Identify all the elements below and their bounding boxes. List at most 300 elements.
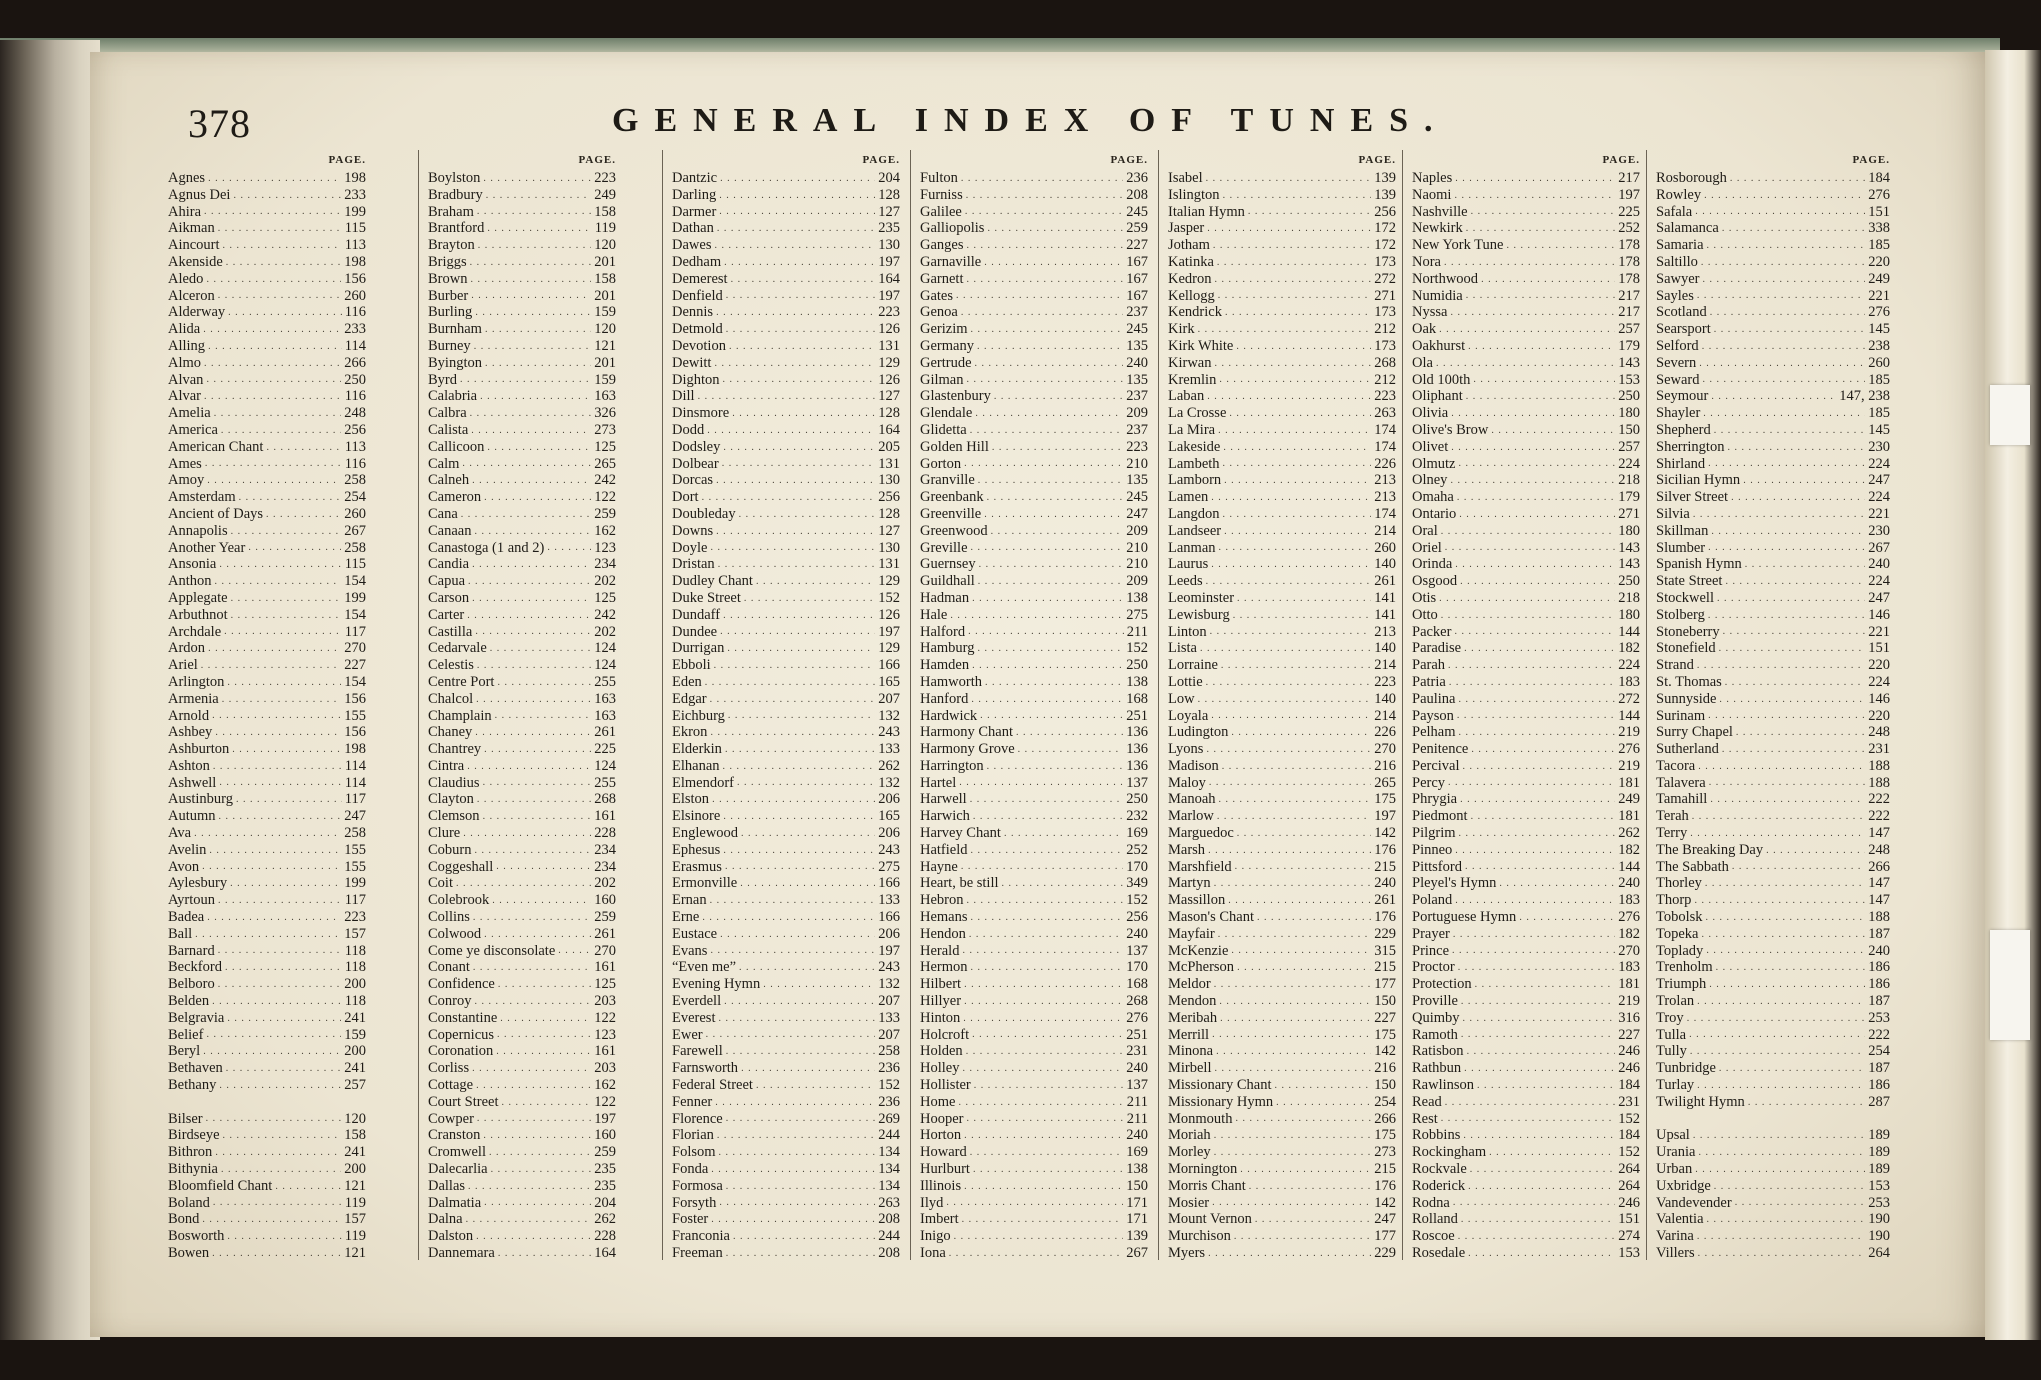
tune-name: Mendon bbox=[1168, 993, 1217, 1010]
dot-leader bbox=[214, 406, 342, 422]
tune-name: Dathan bbox=[672, 220, 714, 237]
list-item bbox=[920, 523, 1148, 540]
dot-leader bbox=[1725, 675, 1865, 691]
tune-name: Harvey Chant bbox=[920, 825, 1001, 842]
page-ref: 198 bbox=[344, 741, 366, 758]
page-ref: 207 bbox=[878, 1026, 900, 1043]
page-ref: 190 bbox=[1868, 1228, 1890, 1245]
list-item bbox=[168, 1010, 366, 1027]
list-item bbox=[672, 640, 900, 657]
dot-leader bbox=[219, 1078, 341, 1094]
tune-name: Dawes bbox=[672, 237, 712, 254]
list-item bbox=[920, 590, 1148, 607]
dot-leader bbox=[971, 843, 1124, 859]
page-ref: 157 bbox=[344, 925, 366, 942]
index-column bbox=[1656, 150, 1890, 1262]
page-ref: 114 bbox=[344, 774, 366, 791]
tune-name: Silvia bbox=[1656, 505, 1690, 522]
dot-leader bbox=[956, 288, 1123, 304]
list-item bbox=[1656, 1161, 1890, 1178]
list-item bbox=[428, 640, 616, 657]
tune-name: Olney bbox=[1412, 472, 1448, 489]
page-ref: 152 bbox=[1126, 640, 1148, 657]
page-ref: 128 bbox=[878, 186, 900, 203]
tune-name: Ashbey bbox=[168, 724, 213, 741]
list-item bbox=[1168, 808, 1396, 825]
page-ref: 131 bbox=[878, 455, 900, 472]
list-item bbox=[428, 556, 616, 573]
tune-name: Numidia bbox=[1412, 287, 1463, 304]
list-item bbox=[1412, 1010, 1640, 1027]
page-ref: 163 bbox=[594, 690, 616, 707]
list-item bbox=[1412, 875, 1640, 892]
list-item bbox=[672, 1144, 900, 1161]
tune-name: Autumn bbox=[168, 808, 216, 825]
tune-name: Dalston bbox=[428, 1228, 474, 1245]
page-ref: 276 bbox=[1618, 909, 1640, 926]
list-item bbox=[168, 388, 366, 405]
list-item bbox=[428, 1144, 616, 1161]
dot-leader bbox=[1463, 1128, 1615, 1144]
tune-name: Calabria bbox=[428, 388, 478, 405]
tune-name: Cottage bbox=[428, 1077, 474, 1094]
dot-leader bbox=[1240, 1162, 1371, 1178]
tune-name: Omaha bbox=[1412, 489, 1454, 506]
dot-leader bbox=[1439, 322, 1615, 338]
list-item bbox=[428, 170, 616, 187]
tune-name: Martyn bbox=[1168, 875, 1211, 892]
list-item bbox=[1656, 288, 1890, 305]
page-ref: 136 bbox=[1126, 724, 1148, 741]
page-ref: 204 bbox=[594, 1194, 616, 1211]
column-header: PAGE. bbox=[1852, 154, 1890, 166]
list-item bbox=[672, 304, 900, 321]
dot-leader bbox=[497, 675, 591, 691]
list-item bbox=[428, 758, 616, 775]
dot-leader bbox=[961, 171, 1123, 187]
list-item bbox=[428, 724, 616, 741]
dot-leader bbox=[483, 1128, 591, 1144]
list-item bbox=[920, 808, 1148, 825]
list-item bbox=[1412, 439, 1640, 456]
list-item bbox=[1168, 472, 1396, 489]
tune-name: Durrigan bbox=[672, 640, 725, 657]
list-item bbox=[1168, 640, 1396, 657]
dot-leader bbox=[1275, 1078, 1372, 1094]
tune-name: Fenner bbox=[672, 1093, 713, 1110]
list-item bbox=[672, 220, 900, 237]
tune-name: Upsal bbox=[1656, 1127, 1690, 1144]
page-ref: 208 bbox=[878, 1211, 900, 1228]
dot-leader bbox=[739, 960, 875, 976]
page-ref: 226 bbox=[1374, 455, 1396, 472]
page-ref: 131 bbox=[878, 337, 900, 354]
list-item bbox=[168, 321, 366, 338]
dot-leader bbox=[971, 910, 1124, 926]
list-item bbox=[672, 556, 900, 573]
page-ref: 250 bbox=[1126, 791, 1148, 808]
page-ref: 257 bbox=[1618, 321, 1640, 338]
dot-leader bbox=[987, 221, 1123, 237]
dot-leader bbox=[1708, 608, 1865, 624]
page-ref: 229 bbox=[1374, 925, 1396, 942]
dot-leader bbox=[1459, 826, 1616, 842]
dot-leader bbox=[978, 574, 1123, 590]
dot-leader bbox=[547, 540, 591, 556]
list-item bbox=[1656, 523, 1890, 540]
list-item bbox=[428, 691, 616, 708]
dot-leader bbox=[739, 507, 876, 523]
page-ref: 260 bbox=[1374, 539, 1396, 556]
tune-name: Sayles bbox=[1656, 287, 1694, 304]
page-ref: 246 bbox=[1618, 1194, 1640, 1211]
dot-leader bbox=[1460, 574, 1615, 590]
tune-name: Belief bbox=[168, 1026, 204, 1043]
list-item bbox=[920, 674, 1148, 691]
page-ref: 210 bbox=[1126, 455, 1148, 472]
page-ref: 161 bbox=[594, 959, 616, 976]
page-ref: 241 bbox=[344, 1009, 366, 1026]
tune-name: Ames bbox=[168, 455, 202, 472]
dot-leader bbox=[1697, 288, 1865, 304]
tune-name: Dalmatia bbox=[428, 1194, 482, 1211]
page-ref: 174 bbox=[1374, 421, 1396, 438]
page-ref: 237 bbox=[1126, 304, 1148, 321]
page-ref: 171 bbox=[1126, 1194, 1148, 1211]
tune-name: Nashville bbox=[1412, 203, 1468, 220]
page-ref: 151 bbox=[1868, 640, 1890, 657]
tune-name: Dewitt bbox=[672, 354, 712, 371]
dot-leader bbox=[1461, 1212, 1615, 1228]
page-ref: 156 bbox=[344, 270, 366, 287]
page-ref: 247 bbox=[1868, 589, 1890, 606]
list-item bbox=[428, 271, 616, 288]
tune-name: Old 100th bbox=[1412, 371, 1471, 388]
page-ref: 137 bbox=[1126, 774, 1148, 791]
list-item bbox=[920, 909, 1148, 926]
dot-leader bbox=[461, 507, 591, 523]
dot-leader bbox=[711, 1162, 875, 1178]
page-ref: 124 bbox=[594, 640, 616, 657]
tune-name: Shirland bbox=[1656, 455, 1706, 472]
tune-name: Armenia bbox=[168, 690, 219, 707]
list-item bbox=[1412, 1094, 1640, 1111]
dot-leader bbox=[1701, 927, 1865, 943]
tune-name: Ancient of Days bbox=[168, 505, 264, 522]
dot-leader bbox=[1215, 1061, 1372, 1077]
dot-leader bbox=[707, 423, 875, 439]
tune-name: Amoy bbox=[168, 472, 205, 489]
tune-name: Ashburton bbox=[168, 741, 230, 758]
dot-leader bbox=[966, 1044, 1124, 1060]
dot-leader bbox=[972, 591, 1123, 607]
page-ref: 214 bbox=[1374, 707, 1396, 724]
dot-leader bbox=[1441, 1111, 1615, 1127]
list-item bbox=[1168, 556, 1396, 573]
tune-name: Almo bbox=[168, 354, 202, 371]
dot-leader bbox=[204, 204, 341, 220]
tune-name: Agnes bbox=[168, 170, 206, 186]
page-ref: 220 bbox=[1868, 253, 1890, 270]
tune-name: Selford bbox=[1656, 337, 1699, 354]
dot-leader bbox=[472, 591, 591, 607]
list-item bbox=[672, 1111, 900, 1128]
tune-name: Robbins bbox=[1412, 1127, 1461, 1144]
list-item bbox=[1168, 1211, 1396, 1228]
list-item bbox=[428, 1127, 616, 1144]
list-item bbox=[1412, 943, 1640, 960]
dot-leader bbox=[720, 624, 875, 640]
dot-leader bbox=[1716, 960, 1866, 976]
dot-leader bbox=[970, 423, 1124, 439]
dot-leader bbox=[971, 692, 1123, 708]
list-item bbox=[920, 1010, 1148, 1027]
tune-name: Murchison bbox=[1168, 1228, 1231, 1245]
dot-leader bbox=[1224, 524, 1371, 540]
dot-leader bbox=[1468, 339, 1615, 355]
tune-name: Guildhall bbox=[920, 573, 975, 590]
dot-leader bbox=[962, 943, 1123, 959]
dot-leader bbox=[710, 943, 875, 959]
list-item bbox=[1412, 237, 1640, 254]
list-item bbox=[1656, 842, 1890, 859]
tune-name: Celestis bbox=[428, 657, 474, 674]
tune-name: Eden bbox=[672, 673, 702, 690]
page-ref: 140 bbox=[1374, 690, 1396, 707]
tune-name: Marsh bbox=[1168, 841, 1206, 858]
page-ref: 151 bbox=[1618, 1211, 1640, 1228]
list-item bbox=[428, 456, 616, 473]
dot-leader bbox=[1468, 1246, 1615, 1262]
page-ref: 217 bbox=[1618, 170, 1640, 186]
dot-leader bbox=[1455, 171, 1615, 187]
tune-name: Tully bbox=[1656, 1043, 1687, 1060]
dot-leader bbox=[722, 456, 876, 472]
list-item bbox=[168, 674, 366, 691]
tune-name: Lorraine bbox=[1168, 657, 1218, 674]
dot-leader bbox=[1711, 524, 1865, 540]
tune-name: Ayrtoun bbox=[168, 892, 215, 909]
dot-leader bbox=[218, 977, 342, 993]
list-item bbox=[168, 892, 366, 909]
page-ref: 264 bbox=[1618, 1161, 1640, 1178]
page-ref: 258 bbox=[344, 472, 366, 489]
page-ref: 127 bbox=[878, 522, 900, 539]
tune-name: Evans bbox=[672, 942, 708, 959]
page-ref: 212 bbox=[1374, 321, 1396, 338]
tune-name: Boland bbox=[168, 1194, 210, 1211]
page-ref: 140 bbox=[1374, 640, 1396, 657]
dot-leader bbox=[1457, 490, 1615, 506]
tune-name: Phrygia bbox=[1412, 791, 1458, 808]
tune-name: Doyle bbox=[672, 539, 708, 556]
page-ref: 223 bbox=[1374, 673, 1396, 690]
page-ref: 129 bbox=[878, 354, 900, 371]
tune-name: Otto bbox=[1412, 606, 1438, 623]
dot-leader bbox=[1208, 843, 1371, 859]
dot-leader bbox=[731, 272, 876, 288]
page-ref: 217 bbox=[1618, 304, 1640, 321]
list-item bbox=[168, 1245, 366, 1262]
page-ref: 268 bbox=[594, 791, 616, 808]
list-item bbox=[920, 859, 1148, 876]
page-ref: 227 bbox=[344, 657, 366, 674]
list-item bbox=[1168, 304, 1396, 321]
tune-name: Everest bbox=[672, 1009, 716, 1026]
tune-name: Formosa bbox=[672, 1177, 723, 1194]
page-ref: 132 bbox=[878, 707, 900, 724]
tune-name: Dristan bbox=[672, 556, 715, 573]
list-item bbox=[1656, 775, 1890, 792]
list-item bbox=[428, 657, 616, 674]
list-item bbox=[1656, 1077, 1890, 1094]
page-ref: 123 bbox=[594, 539, 616, 556]
list-item bbox=[672, 959, 900, 976]
tune-name: Bithynia bbox=[168, 1161, 218, 1178]
dot-leader bbox=[212, 994, 342, 1010]
dot-leader bbox=[1002, 876, 1124, 892]
page-ref: 174 bbox=[1374, 505, 1396, 522]
dot-leader bbox=[971, 540, 1124, 556]
list-item bbox=[168, 573, 366, 590]
list-item bbox=[168, 1043, 366, 1060]
list-item bbox=[1656, 657, 1890, 674]
page-ref: 201 bbox=[594, 287, 616, 304]
dot-leader bbox=[702, 910, 875, 926]
list-item bbox=[1168, 1111, 1396, 1128]
tune-name: Dantzic bbox=[672, 170, 718, 186]
tune-name: Kirk bbox=[1168, 321, 1195, 338]
dot-leader bbox=[206, 272, 341, 288]
page-ref: 252 bbox=[1618, 220, 1640, 237]
page-ref: 190 bbox=[1868, 1211, 1890, 1228]
dot-leader bbox=[1714, 1179, 1865, 1195]
tune-name: Amelia bbox=[168, 405, 211, 422]
page-ref: 213 bbox=[1374, 472, 1396, 489]
list-item bbox=[920, 708, 1148, 725]
tune-name: Stoneberry bbox=[1656, 623, 1720, 640]
dot-leader bbox=[194, 826, 341, 842]
list-item bbox=[920, 640, 1148, 657]
page-ref: 205 bbox=[878, 438, 900, 455]
page-ref: 147 bbox=[1868, 825, 1890, 842]
tune-name: Hatfield bbox=[920, 841, 968, 858]
dot-leader bbox=[471, 423, 591, 439]
list-item bbox=[672, 775, 900, 792]
tune-name: Dalna bbox=[428, 1211, 463, 1228]
page-ref: 134 bbox=[878, 1161, 900, 1178]
dot-leader bbox=[1736, 725, 1865, 741]
page-ref: 172 bbox=[1374, 237, 1396, 254]
dot-leader bbox=[712, 792, 875, 808]
page-ref: 165 bbox=[878, 808, 900, 825]
list-item bbox=[1412, 422, 1640, 439]
list-item bbox=[168, 1228, 366, 1245]
list-item bbox=[1656, 724, 1890, 741]
list-item bbox=[168, 506, 366, 523]
page-ref: 209 bbox=[1126, 522, 1148, 539]
list-item bbox=[920, 338, 1148, 355]
page-ref: 249 bbox=[1868, 270, 1890, 287]
page-ref: 183 bbox=[1618, 673, 1640, 690]
tune-name: Darmer bbox=[672, 203, 717, 220]
list-item bbox=[1168, 254, 1396, 271]
page-ref: 152 bbox=[1618, 1110, 1640, 1127]
column-divider bbox=[1402, 150, 1403, 1260]
page-ref: 219 bbox=[1618, 724, 1640, 741]
list-item bbox=[168, 1027, 366, 1044]
page-ref: 184 bbox=[1868, 170, 1890, 186]
page-ref: 223 bbox=[1374, 388, 1396, 405]
list-item bbox=[1656, 926, 1890, 943]
dot-leader bbox=[472, 557, 591, 573]
page-ref: 233 bbox=[344, 186, 366, 203]
tune-name: Percy bbox=[1412, 774, 1446, 791]
list-item bbox=[1656, 808, 1890, 825]
tune-name: Osgood bbox=[1412, 573, 1458, 590]
list-item bbox=[920, 976, 1148, 993]
dot-leader bbox=[1223, 188, 1372, 204]
tune-name: Hurlburt bbox=[920, 1161, 970, 1178]
page-ref: 173 bbox=[1374, 337, 1396, 354]
page-ref: 144 bbox=[1618, 858, 1640, 875]
list-item bbox=[1412, 456, 1640, 473]
dot-leader bbox=[218, 943, 342, 959]
dot-leader bbox=[1219, 792, 1372, 808]
list-item bbox=[1412, 993, 1640, 1010]
page-ref: 202 bbox=[594, 623, 616, 640]
page-ref: 214 bbox=[1374, 522, 1396, 539]
tune-name: Forsyth bbox=[672, 1194, 717, 1211]
page-ref: 253 bbox=[1868, 1194, 1890, 1211]
list-item bbox=[1412, 590, 1640, 607]
dot-leader bbox=[475, 994, 592, 1010]
page-ref: 181 bbox=[1618, 808, 1640, 825]
dot-leader bbox=[467, 759, 591, 775]
list-item bbox=[920, 1127, 1148, 1144]
page-ref: 186 bbox=[1868, 959, 1890, 976]
tune-name: Champlain bbox=[428, 707, 492, 724]
list-item bbox=[672, 892, 900, 909]
tune-name: Alvan bbox=[168, 371, 204, 388]
page-ref: 166 bbox=[878, 875, 900, 892]
dot-leader bbox=[228, 305, 342, 321]
dot-leader bbox=[727, 641, 875, 657]
dot-leader bbox=[1223, 440, 1371, 456]
page-ref: 163 bbox=[594, 388, 616, 405]
list-item bbox=[920, 304, 1148, 321]
list-item bbox=[1168, 1144, 1396, 1161]
tune-name: Bond bbox=[168, 1211, 200, 1228]
tune-name: Jotham bbox=[1168, 237, 1210, 254]
dot-leader bbox=[1745, 557, 1865, 573]
tune-name: Canaan bbox=[428, 522, 472, 539]
list-item bbox=[168, 775, 366, 792]
list-item bbox=[1412, 959, 1640, 976]
page-ref: 143 bbox=[1618, 556, 1640, 573]
list-item bbox=[168, 456, 366, 473]
page-ref: 266 bbox=[344, 354, 366, 371]
list-item bbox=[920, 170, 1148, 187]
page-ref: 154 bbox=[344, 606, 366, 623]
page-ref: 141 bbox=[1374, 606, 1396, 623]
list-item bbox=[920, 254, 1148, 271]
list-item bbox=[1656, 187, 1890, 204]
page-ref: 200 bbox=[344, 976, 366, 993]
tune-name: Holley bbox=[920, 1060, 960, 1077]
dot-leader bbox=[500, 1011, 591, 1027]
list-item bbox=[1412, 657, 1640, 674]
